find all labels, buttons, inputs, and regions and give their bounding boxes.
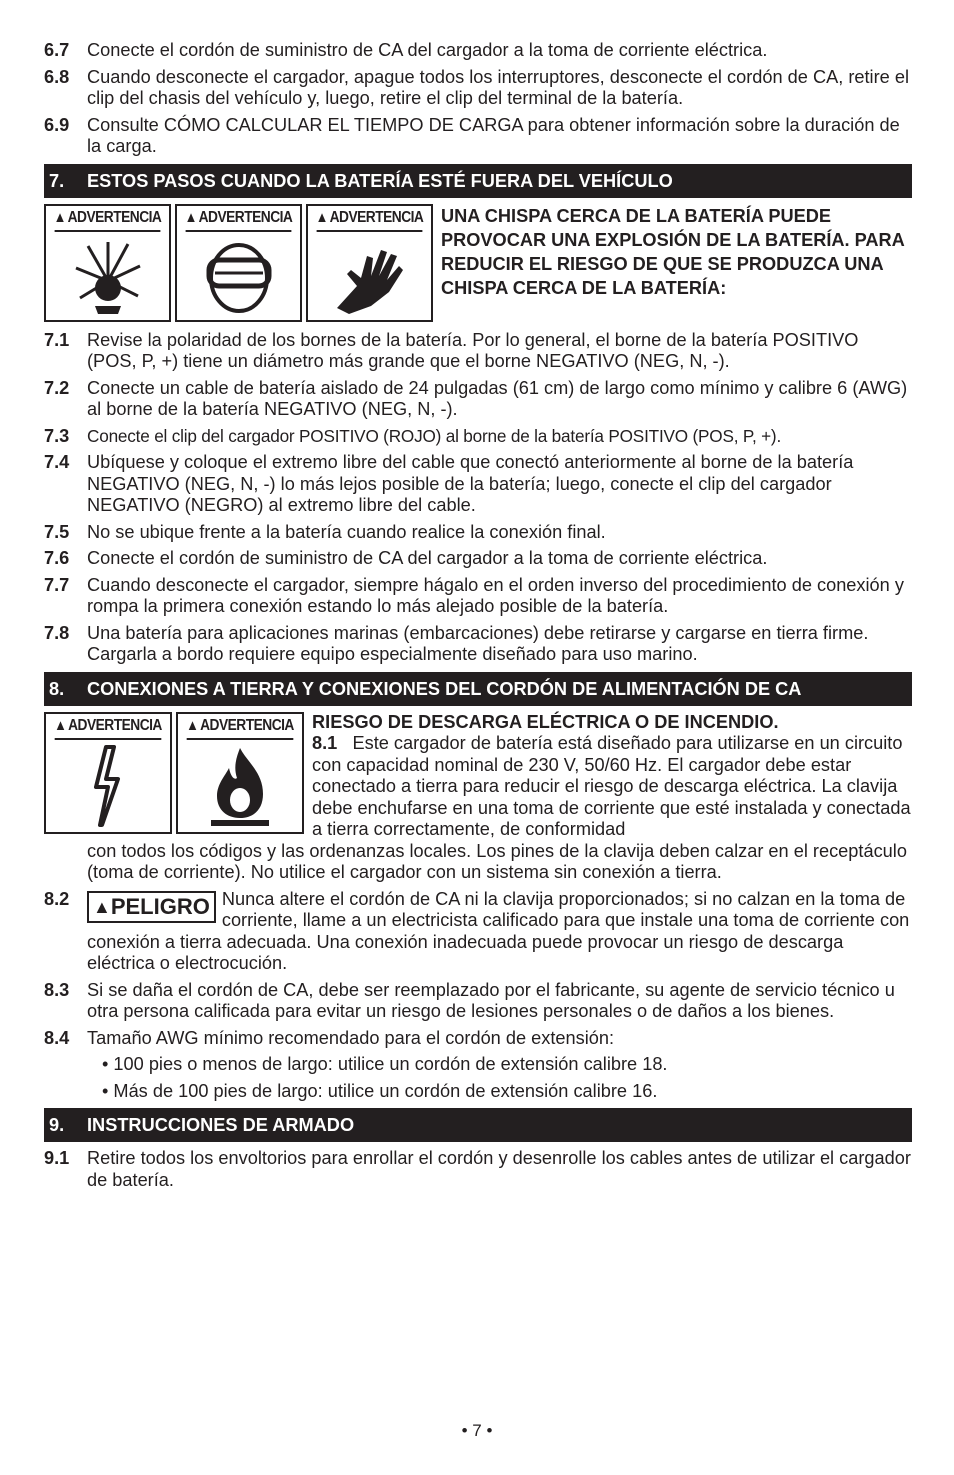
page-number: • 7 • — [461, 1421, 493, 1440]
list-item: 7.3 Conecte el clip del cargador POSITIVO (ROJO) al borne de la batería POSITIVO (POS, P, +). — [44, 425, 782, 446]
risk-heading: RIESGO DE DESCARGA ELÉCTRICA O DE INCENDIO. — [312, 711, 779, 732]
explosion-icon — [68, 236, 148, 316]
list-item: 8.2 ▲ PELIGRO Nunca altere el cordón de CA ni la clavija proporcionados; si no calzan en la toma de corriente, llame a un electricista calificado para que instale una toma de corriente con conexión a tierra adecuada. Una conexión inadecuada puede provocar un riesgo de descarga eléctrica o electrocución. — [44, 888, 910, 973]
list-item: 9.1 Retire todos los envoltorios para enrollar el cordón y desenrolle los cables antes de utilizar el cargador de batería. — [44, 1148, 911, 1190]
section-8-intro: RIESGO DE DESCARGA ELÉCTRICA O DE INCENDIO. 8.1 Este cargador de batería está diseñado para utilizarse en un circuito con capacidad nominal de 230 V, 50/60 Hz. El cargador debe estar conectado a tierra para reducir el riesgo de descarga eléctrica. La clavija debe enchufarse en una toma de corriente que esté instalada y conectada a tierra correctamente, de conformidad — [312, 711, 911, 839]
warning-triangle-icon: ▲ — [184, 208, 197, 226]
section-9-header: 9. INSTRUCCIONES DE ARMADO — [44, 1108, 912, 1142]
warning-box-fire: ▲ ADVERTENCIA — [176, 712, 304, 834]
page-content — [44, 40, 912, 1196]
list-item: 7.5 No se ubique frente a la batería cuando realice la conexión final. — [44, 521, 606, 542]
list-item: 8.4 Tamaño AWG mínimo recomendado para el cordón de extensión: — [44, 1027, 615, 1048]
warning-box-explosion: ▲ ADVERTENCIA — [44, 204, 171, 322]
danger-badge: ▲ PELIGRO — [87, 891, 216, 923]
goggles-icon — [199, 236, 279, 316]
warning-triangle-icon: ▲ — [93, 896, 111, 917]
warning-icons — [44, 712, 304, 841]
list-item: 8.3 Si se daña el cordón de CA, debe ser reemplazado por el fabricante, su agente de servicio técnico u otra persona calificada para evitar un riesgo de lesiones personales o de daños a los bienes. — [44, 979, 895, 1021]
section-7-header: 7. ESTOS PASOS CUANDO LA BATERÍA ESTÉ FUERA DEL VEHÍCULO — [44, 164, 912, 198]
list-item: 7.2 Conecte un cable de batería aislado de 24 pulgadas (61 cm) de largo como mínimo y calibre 6 (AWG) al borne de la batería NEGATIVO (NEG, N, -). — [44, 377, 908, 419]
item-8-1-continued: con todos los códigos y las ordenanzas locales. Los pines de la clavija deben calzar en el receptáculo (toma de corriente). No utilice el cargador con un sistema sin conexión a tierra. — [87, 840, 907, 882]
warning-triangle-icon: ▲ — [186, 716, 199, 734]
glove-icon — [327, 236, 413, 316]
warning-triangle-icon: ▲ — [54, 716, 67, 734]
warning-box-shock: ▲ ADVERTENCIA — [44, 712, 172, 834]
list-item: 6.9 Consulte CÓMO CALCULAR EL TIEMPO DE CARGA para obtener información sobre la duración de la carga. — [44, 114, 900, 156]
list-item: 7.7 Cuando desconecte el cargador, siempre hágalo en el orden inverso del procedimiento de conexión y rompa la primera conexión estando lo más alejado posible de la batería. — [44, 574, 904, 616]
list-item: 6.8 Cuando desconecte el cargador, apague todos los interruptores, desconecte el cordón de CA, retire el clip del chasis del vehículo y, luego, retire el clip del terminal de la batería. — [44, 66, 909, 108]
electric-shock-icon — [78, 743, 138, 829]
warning-triangle-icon: ▲ — [315, 208, 328, 226]
section-8-header: 8. CONEXIONES A TIERRA Y CONEXIONES DEL CORDÓN DE ALIMENTACIÓN DE CA — [44, 672, 912, 706]
list-item: 7.1 Revise la polaridad de los bornes de la batería. Por lo general, el borne de la batería POSITIVO (POS, P, +) tiene un diámetro más grande que el borne NEGATIVO (NEG, N, -). — [44, 329, 859, 371]
list-item: 7.6 Conecte el cordón de suministro de CA del cargador a la toma de corriente eléctrica. — [44, 548, 768, 568]
bullet-item: • 100 pies o menos de largo: utilice un cordón de extensión calibre 18. — [102, 1054, 668, 1074]
fire-icon — [205, 744, 275, 828]
list-item: 6.7 Conecte el cordón de suministro de CA del cargador a la toma de corriente eléctrica. — [44, 40, 768, 60]
warning-box-glove: ▲ ADVERTENCIA — [306, 204, 433, 322]
warning-icons — [44, 204, 433, 322]
section-7-warning — [44, 204, 912, 322]
warning-box-goggles: ▲ ADVERTENCIA — [175, 204, 302, 322]
bullet-item: • Más de 100 pies de largo: utilice un cordón de extensión calibre 16. — [102, 1080, 658, 1101]
list-item: 7.4 Ubíquese y coloque el extremo libre del cable que conectó anteriormente al borne de la batería NEGATIVO (NEG, N, -) lo más lejos posible de la batería; luego, conecte el clip del cargador NEGATIVO (NEGRO) al extremo libre del cable. — [44, 452, 854, 515]
list-item: 7.8 Una batería para aplicaciones marinas (embarcaciones) debe retirarse y cargarse en tierra firme. Cargarla a bordo requiere equipo especialmente diseñado para uso marino. — [44, 622, 869, 664]
warning-text: UNA CHISPA CERCA DE LA BATERÍA PUEDE PROVOCAR UNA EXPLOSIÓN DE LA BATERÍA. PARA REDUCIR EL RIESGO DE QUE SE PRODUZCA UNA CHISPA CERCA DE LA BATERÍA: — [441, 205, 905, 298]
section-8-warning — [44, 712, 912, 841]
warning-triangle-icon: ▲ — [53, 208, 66, 226]
